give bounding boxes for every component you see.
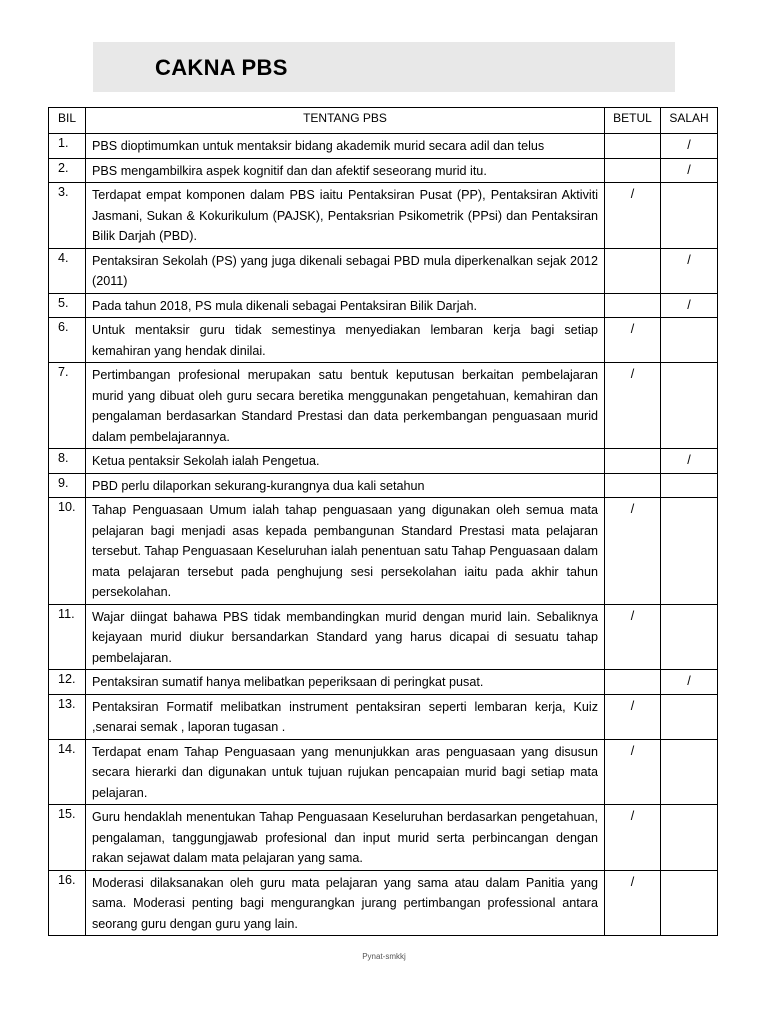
betul-mark: / (605, 739, 661, 805)
betul-mark (605, 293, 661, 318)
header-statement: TENTANG PBS (86, 108, 605, 134)
row-number: 3. (49, 183, 86, 249)
page-title: CAKNA PBS (155, 55, 288, 80)
salah-mark (661, 363, 718, 449)
betul-mark (605, 449, 661, 474)
table-body (49, 134, 718, 936)
row-number: 14. (49, 739, 86, 805)
table-row (49, 183, 718, 249)
salah-mark (661, 739, 718, 805)
row-number: 9. (49, 473, 86, 498)
table-row (49, 293, 718, 318)
row-number: 12. (49, 670, 86, 695)
row-number: 6. (49, 318, 86, 363)
header-betul: BETUL (605, 108, 661, 134)
row-statement: Pertimbangan profesional merupakan satu bentuk keputusan berkaitan pembelajaran murid yang dibuat oleh guru secara beretika menggunakan pengetahuan, kemahiran dan pengalaman berdasarkan Standard Prestasi dan data perkembangan penguasaan murid dalam pembelajarannya. (86, 363, 605, 449)
row-statement: Moderasi dilaksanakan oleh guru mata pelajaran yang sama atau dalam Panitia yang sama. Moderasi penting bagi mengurangkan jurang pertimbangan professional antara seorang guru dengan guru yang lain. (86, 870, 605, 936)
title-banner (93, 42, 675, 92)
table-row (49, 694, 718, 739)
salah-mark: / (661, 134, 718, 159)
row-number: 16. (49, 870, 86, 936)
salah-mark: / (661, 670, 718, 695)
salah-mark: / (661, 293, 718, 318)
row-number: 13. (49, 694, 86, 739)
row-number: 11. (49, 604, 86, 670)
table-row (49, 248, 718, 293)
header-salah: SALAH (661, 108, 718, 134)
table-row (49, 449, 718, 474)
row-statement: PBD perlu dilaporkan sekurang-kurangnya dua kali setahun (86, 473, 605, 498)
row-number: 4. (49, 248, 86, 293)
row-statement: Ketua pentaksir Sekolah ialah Pengetua. (86, 449, 605, 474)
betul-mark: / (605, 604, 661, 670)
table-row (49, 158, 718, 183)
betul-mark (605, 670, 661, 695)
row-statement: Pentaksiran Sekolah (PS) yang juga dikenali sebagai PBD mula diperkenalkan sejak 2012 (2011) (86, 248, 605, 293)
salah-mark (661, 805, 718, 871)
table-row (49, 498, 718, 605)
salah-mark: / (661, 158, 718, 183)
salah-mark (661, 318, 718, 363)
row-statement: Pentaksiran sumatif hanya melibatkan peperiksaan di peringkat pusat. (86, 670, 605, 695)
betul-mark: / (605, 363, 661, 449)
table-row (49, 739, 718, 805)
betul-mark: / (605, 870, 661, 936)
row-statement: Wajar diingat bahawa PBS tidak membandingkan murid dengan murid lain. Sebaliknya kejayaan murid diukur bersandarkan Standard yang harus dicapai di sesuatu tahap pembelajaran. (86, 604, 605, 670)
betul-mark (605, 134, 661, 159)
betul-mark (605, 473, 661, 498)
row-statement: Untuk mentaksir guru tidak semestinya menyediakan lembaran kerja bagi setiap kemahiran yang hendak dinilai. (86, 318, 605, 363)
row-number: 2. (49, 158, 86, 183)
table-row (49, 363, 718, 449)
row-number: 15. (49, 805, 86, 871)
row-statement: PBS dioptimumkan untuk mentaksir bidang akademik murid secara adil dan telus (86, 134, 605, 159)
salah-mark (661, 473, 718, 498)
betul-mark: / (605, 183, 661, 249)
row-number: 5. (49, 293, 86, 318)
salah-mark (661, 694, 718, 739)
table-row (49, 870, 718, 936)
row-statement: Terdapat empat komponen dalam PBS iaitu Pentaksiran Pusat (PP), Pentaksiran Aktiviti Jasmani, Sukan & Kokurikulum (PAJSK), Pentaksrian Psikometrik (PPsi) dan Pentaksiran Bilik Darjah (PBD). (86, 183, 605, 249)
table-row (49, 670, 718, 695)
salah-mark (661, 183, 718, 249)
row-statement: Tahap Penguasaan Umum ialah tahap penguasaan yang digunakan oleh semua mata pelajaran bagi menjadi asas kepada pembangunan Standard Prestasi mata pelajaran tersebut. Tahap Penguasaan Keseluruhan ialah penentuan satu Tahap Penguasaan dalam mata pelajaran tersebut pada penghujung sesi persekolahan iaitu pada akhir tahun persekolahan. (86, 498, 605, 605)
row-statement: PBS mengambilkira aspek kognitif dan dan afektif seseorang murid itu. (86, 158, 605, 183)
table-row (49, 134, 718, 159)
betul-mark: / (605, 498, 661, 605)
betul-mark (605, 158, 661, 183)
row-number: 8. (49, 449, 86, 474)
table-row (49, 318, 718, 363)
salah-mark (661, 604, 718, 670)
footer-credit: Pynat-smkkj (362, 952, 406, 961)
betul-mark (605, 248, 661, 293)
table-row (49, 604, 718, 670)
header-bil: BIL (49, 108, 86, 134)
salah-mark: / (661, 248, 718, 293)
row-statement: Pentaksiran Formatif melibatkan instrument pentaksiran seperti lembaran kerja, Kuiz ,senarai semak , laporan tugasan . (86, 694, 605, 739)
salah-mark (661, 498, 718, 605)
table-header-row (49, 108, 718, 134)
row-number: 7. (49, 363, 86, 449)
table-row (49, 805, 718, 871)
betul-mark: / (605, 694, 661, 739)
row-statement: Terdapat enam Tahap Penguasaan yang menunjukkan aras penguasaan yang disusun secara hierarki dan digunakan untuk tujuan rujukan pencapaian murid bagi setiap mata pelajaran. (86, 739, 605, 805)
pbs-quiz-table (48, 107, 718, 936)
salah-mark: / (661, 449, 718, 474)
betul-mark: / (605, 318, 661, 363)
row-statement: Pada tahun 2018, PS mula dikenali sebagai Pentaksiran Bilik Darjah. (86, 293, 605, 318)
betul-mark: / (605, 805, 661, 871)
row-statement: Guru hendaklah menentukan Tahap Penguasaan Keseluruhan berdasarkan pengetahuan, pengalaman, tanggungjawab profesional dan input murid serta perbincangan dengan rakan sejawat dalam mata pelajaran yang sama. (86, 805, 605, 871)
row-number: 10. (49, 498, 86, 605)
row-number: 1. (49, 134, 86, 159)
table-row (49, 473, 718, 498)
salah-mark (661, 870, 718, 936)
